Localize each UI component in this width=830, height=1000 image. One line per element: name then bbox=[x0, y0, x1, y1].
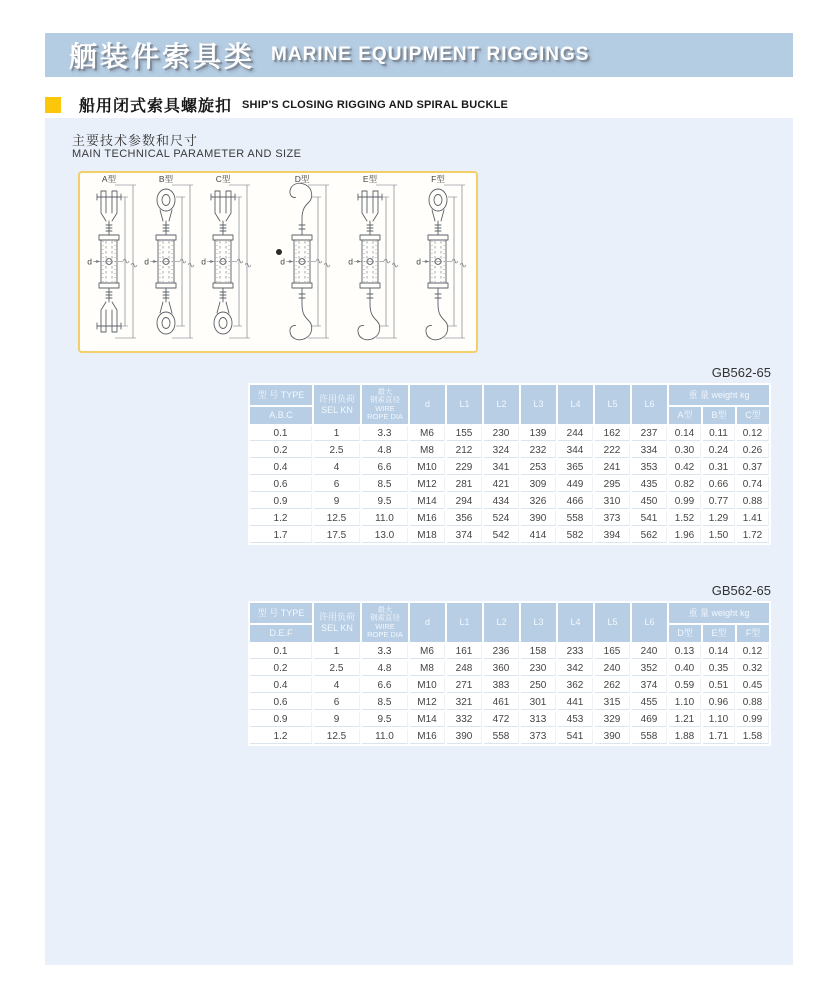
d-dimension-label: d bbox=[144, 256, 149, 267]
table-cell: 1 bbox=[314, 644, 360, 659]
table-cell: 1.50 bbox=[703, 528, 735, 543]
table-cell: M14 bbox=[410, 712, 445, 727]
table-cell: 4.8 bbox=[362, 443, 408, 458]
turnbuckle-figure bbox=[348, 174, 398, 340]
table-cell: 441 bbox=[558, 695, 593, 710]
table-cell: 162 bbox=[595, 426, 630, 441]
col-l2-header: L2 bbox=[484, 603, 519, 642]
table-cell: M14 bbox=[410, 494, 445, 509]
table-cell: 390 bbox=[595, 729, 630, 744]
table-cell: 0.2 bbox=[250, 661, 312, 676]
table-cell: 0.12 bbox=[737, 426, 769, 441]
turnbuckle-figure bbox=[87, 174, 137, 338]
table-cell: 13.0 bbox=[362, 528, 408, 543]
table-row bbox=[250, 494, 769, 509]
table-cell: 329 bbox=[595, 712, 630, 727]
table-cell: 3.3 bbox=[362, 426, 408, 441]
table-cell: 0.82 bbox=[669, 477, 701, 492]
table-cell: 155 bbox=[447, 426, 482, 441]
table-cell: 1.58 bbox=[737, 729, 769, 744]
table-cell: 230 bbox=[484, 426, 519, 441]
table-cell: 341 bbox=[484, 460, 519, 475]
table-cell: 0.30 bbox=[669, 443, 701, 458]
table-cell: 0.88 bbox=[737, 494, 769, 509]
table-cell: 6 bbox=[314, 477, 360, 492]
spec-table bbox=[248, 601, 771, 746]
table-cell: 212 bbox=[447, 443, 482, 458]
spec-table bbox=[248, 383, 771, 545]
table-cell: 271 bbox=[447, 678, 482, 693]
table-cell: 466 bbox=[558, 494, 593, 509]
col-l1-header: L1 bbox=[447, 385, 482, 424]
table-cell: 390 bbox=[447, 729, 482, 744]
table-row bbox=[250, 460, 769, 475]
col-wire-header-line: ROPE DIA bbox=[367, 411, 403, 421]
col-weight-header: 重 量 weight kg bbox=[669, 603, 769, 623]
col-d-header: d bbox=[410, 603, 445, 642]
table-cell: 8.5 bbox=[362, 477, 408, 492]
table-cell: 0.4 bbox=[250, 678, 312, 693]
table-cell: 0.35 bbox=[703, 661, 735, 676]
col-load-header-line: 许用负荷 bbox=[318, 612, 355, 623]
table-row bbox=[250, 528, 769, 543]
table-cell: M6 bbox=[410, 426, 445, 441]
table-cell: 0.1 bbox=[250, 644, 312, 659]
table-cell: 0.40 bbox=[669, 661, 701, 676]
table-cell: 0.37 bbox=[737, 460, 769, 475]
table-cell: 1.52 bbox=[669, 511, 701, 526]
table-cell: 0.45 bbox=[737, 678, 769, 693]
section-title-en: SHIP'S CLOSING RIGGING AND SPIRAL BUCKLE bbox=[242, 98, 509, 111]
col-l5-header: L5 bbox=[595, 385, 630, 424]
table-cell: M10 bbox=[410, 460, 445, 475]
table-cell: M18 bbox=[410, 528, 445, 543]
diagram-type-label: D型 bbox=[294, 174, 310, 184]
table-cell: 374 bbox=[632, 678, 667, 693]
table-cell: 244 bbox=[558, 426, 593, 441]
table-cell: 9 bbox=[314, 712, 360, 727]
table-cell: 434 bbox=[484, 494, 519, 509]
d-dimension-label: d bbox=[87, 256, 92, 267]
table-cell: 240 bbox=[632, 644, 667, 659]
table-cell: 250 bbox=[521, 678, 556, 693]
diagram-type-label: E型 bbox=[362, 174, 378, 184]
turnbuckle-figure bbox=[280, 174, 330, 340]
table-cell: 0.42 bbox=[669, 460, 701, 475]
banner-title-zh: 舾装件索具类 bbox=[69, 41, 256, 72]
table-row bbox=[250, 695, 769, 710]
table-cell: 12.5 bbox=[314, 511, 360, 526]
col-load-header bbox=[314, 385, 360, 424]
table-row bbox=[250, 426, 769, 441]
table-cell: 374 bbox=[447, 528, 482, 543]
table-cell: 0.32 bbox=[737, 661, 769, 676]
table-cell: 0.11 bbox=[703, 426, 735, 441]
table-cell: 0.6 bbox=[250, 477, 312, 492]
table-cell: 365 bbox=[558, 460, 593, 475]
table-cell: 0.1 bbox=[250, 426, 312, 441]
col-weight-3-header: F型 bbox=[737, 625, 769, 642]
subsection-title-en: MAIN TECHNICAL PARAMETER AND SIZE bbox=[72, 148, 302, 160]
table-cell: 582 bbox=[558, 528, 593, 543]
table-cell: 0.26 bbox=[737, 443, 769, 458]
table-cell: 352 bbox=[632, 661, 667, 676]
table-cell: 309 bbox=[521, 477, 556, 492]
table-cell: 0.31 bbox=[703, 460, 735, 475]
table-cell: 1.29 bbox=[703, 511, 735, 526]
table-cell: 0.88 bbox=[737, 695, 769, 710]
table-cell: 0.96 bbox=[703, 695, 735, 710]
col-load-header-line: 许用负荷 bbox=[318, 394, 355, 405]
col-type-header: 型 号 TYPE bbox=[250, 385, 312, 405]
table-cell: 241 bbox=[595, 460, 630, 475]
table-cell: 558 bbox=[484, 729, 519, 744]
col-load-header bbox=[314, 603, 360, 642]
table-cell: 1.71 bbox=[703, 729, 735, 744]
table-cell: M8 bbox=[410, 661, 445, 676]
section-title-zh: 船用闭式索具螺旋扣 bbox=[79, 98, 233, 115]
col-l2-header: L2 bbox=[484, 385, 519, 424]
table-cell: M12 bbox=[410, 695, 445, 710]
table-cell: 324 bbox=[484, 443, 519, 458]
table-cell: 469 bbox=[632, 712, 667, 727]
table-cell: 394 bbox=[595, 528, 630, 543]
table-cell: 8.5 bbox=[362, 695, 408, 710]
table-cell: 1.96 bbox=[669, 528, 701, 543]
table-cell: 332 bbox=[447, 712, 482, 727]
table-row bbox=[250, 712, 769, 727]
table-cell: 1 bbox=[314, 426, 360, 441]
col-weight-2-header: B型 bbox=[703, 407, 735, 424]
table-cell: 0.99 bbox=[737, 712, 769, 727]
table-cell: 0.51 bbox=[703, 678, 735, 693]
table-cell: 6 bbox=[314, 695, 360, 710]
turnbuckle-types-diagram bbox=[80, 173, 476, 351]
table-cell: 524 bbox=[484, 511, 519, 526]
table-cell: 310 bbox=[595, 494, 630, 509]
table-cell: 1.10 bbox=[703, 712, 735, 727]
table-cell: 344 bbox=[558, 443, 593, 458]
table-cell: 449 bbox=[558, 477, 593, 492]
col-l1-header: L1 bbox=[447, 603, 482, 642]
col-wire-header-line: 钢索直径 bbox=[370, 395, 400, 405]
table-cell: 11.0 bbox=[362, 511, 408, 526]
subsection-title-zh: 主要技术参数和尺寸 bbox=[72, 133, 199, 148]
turnbuckle-figure bbox=[201, 174, 251, 338]
table-cell: 1.88 bbox=[669, 729, 701, 744]
table-cell: 0.24 bbox=[703, 443, 735, 458]
table-cell: 0.12 bbox=[737, 644, 769, 659]
table-cell: 373 bbox=[595, 511, 630, 526]
table-cell: 233 bbox=[558, 644, 593, 659]
content-panel bbox=[45, 118, 793, 965]
table-cell: 541 bbox=[558, 729, 593, 744]
table-row bbox=[250, 477, 769, 492]
table-cell: 461 bbox=[484, 695, 519, 710]
col-wire-header bbox=[362, 603, 408, 642]
col-weight-header: 重 量 weight kg bbox=[669, 385, 769, 405]
table-cell: M12 bbox=[410, 477, 445, 492]
table-cell: 295 bbox=[595, 477, 630, 492]
table-cell: 0.2 bbox=[250, 443, 312, 458]
table-row bbox=[250, 511, 769, 526]
col-wire-header-line: WIRE bbox=[375, 403, 395, 413]
standard-label: GB562-65 bbox=[711, 583, 771, 598]
table-cell: 342 bbox=[558, 661, 593, 676]
d-dimension-label: d bbox=[348, 256, 353, 267]
table-cell: 558 bbox=[558, 511, 593, 526]
spec-table-block bbox=[248, 583, 775, 746]
table-cell: 9.5 bbox=[362, 494, 408, 509]
table-cell: 2.5 bbox=[314, 443, 360, 458]
diagram-type-label: A型 bbox=[101, 174, 117, 184]
table-cell: 0.6 bbox=[250, 695, 312, 710]
banner-title-en: MARINE EQUIPMENT RIGGINGS bbox=[271, 44, 590, 65]
col-load-header-line: SEL KN bbox=[321, 622, 353, 633]
table-cell: 294 bbox=[447, 494, 482, 509]
table-cell: 12.5 bbox=[314, 729, 360, 744]
diagram-box bbox=[78, 171, 478, 353]
table-cell: 541 bbox=[632, 511, 667, 526]
section-title bbox=[45, 93, 508, 116]
table-cell: 390 bbox=[521, 511, 556, 526]
table-cell: 562 bbox=[632, 528, 667, 543]
table-cell: 453 bbox=[558, 712, 593, 727]
table-cell: 6.6 bbox=[362, 460, 408, 475]
table-row bbox=[250, 644, 769, 659]
table-cell: 455 bbox=[632, 695, 667, 710]
table-cell: 4.8 bbox=[362, 661, 408, 676]
table-cell: 262 bbox=[595, 678, 630, 693]
d-dimension-label: d bbox=[201, 256, 206, 267]
table-cell: 17.5 bbox=[314, 528, 360, 543]
diagram-type-label: F型 bbox=[431, 174, 445, 184]
yellow-square-icon bbox=[45, 97, 61, 113]
table-cell: 3.3 bbox=[362, 644, 408, 659]
table-cell: 435 bbox=[632, 477, 667, 492]
table-cell: 165 bbox=[595, 644, 630, 659]
table-cell: 1.41 bbox=[737, 511, 769, 526]
table-cell: 326 bbox=[521, 494, 556, 509]
table-cell: 139 bbox=[521, 426, 556, 441]
table-cell: 236 bbox=[484, 644, 519, 659]
table-cell: 353 bbox=[632, 460, 667, 475]
table-cell: 1.10 bbox=[669, 695, 701, 710]
table-cell: 414 bbox=[521, 528, 556, 543]
table-cell: M16 bbox=[410, 729, 445, 744]
table-cell: 0.9 bbox=[250, 712, 312, 727]
table-cell: 240 bbox=[595, 661, 630, 676]
col-l5-header: L5 bbox=[595, 603, 630, 642]
table-cell: 450 bbox=[632, 494, 667, 509]
table-cell: 315 bbox=[595, 695, 630, 710]
table-cell: 362 bbox=[558, 678, 593, 693]
col-weight-1-header: A型 bbox=[669, 407, 701, 424]
table-cell: 9 bbox=[314, 494, 360, 509]
table-cell: 472 bbox=[484, 712, 519, 727]
page-banner bbox=[45, 33, 793, 77]
col-l3-header: L3 bbox=[521, 603, 556, 642]
col-l6-header: L6 bbox=[632, 385, 667, 424]
table-cell: 1.72 bbox=[737, 528, 769, 543]
table-cell: 0.13 bbox=[669, 644, 701, 659]
diagram-type-label: B型 bbox=[158, 174, 174, 184]
col-l4-header: L4 bbox=[558, 603, 593, 642]
d-dimension-label: d bbox=[416, 256, 421, 267]
table-cell: 334 bbox=[632, 443, 667, 458]
turnbuckle-figure bbox=[144, 174, 194, 338]
table-cell: 222 bbox=[595, 443, 630, 458]
table-row bbox=[250, 729, 769, 744]
table-cell: 0.9 bbox=[250, 494, 312, 509]
table-cell: 0.14 bbox=[669, 426, 701, 441]
col-l3-header: L3 bbox=[521, 385, 556, 424]
table-cell: 161 bbox=[447, 644, 482, 659]
table-cell: 248 bbox=[447, 661, 482, 676]
col-weight-2-header: E型 bbox=[703, 625, 735, 642]
table-cell: 542 bbox=[484, 528, 519, 543]
table-cell: 0.14 bbox=[703, 644, 735, 659]
table-cell: 0.59 bbox=[669, 678, 701, 693]
col-wire-header-line: WIRE bbox=[375, 621, 395, 631]
table-cell: 373 bbox=[521, 729, 556, 744]
table-cell: 4 bbox=[314, 460, 360, 475]
col-type-sub-header: A.B.C bbox=[250, 407, 312, 424]
table-cell: 558 bbox=[632, 729, 667, 744]
spec-table-block bbox=[248, 365, 775, 545]
table-cell: 11.0 bbox=[362, 729, 408, 744]
table-cell: 383 bbox=[484, 678, 519, 693]
table-cell: 2.5 bbox=[314, 661, 360, 676]
table-cell: 232 bbox=[521, 443, 556, 458]
table-cell: 9.5 bbox=[362, 712, 408, 727]
col-weight-3-header: C型 bbox=[737, 407, 769, 424]
table-row bbox=[250, 661, 769, 676]
table-cell: 4 bbox=[314, 678, 360, 693]
print-dot-artifact bbox=[276, 249, 282, 255]
col-load-header-line: SEL KN bbox=[321, 404, 353, 415]
table-cell: M10 bbox=[410, 678, 445, 693]
col-wire-header-line: 最大 bbox=[377, 387, 393, 396]
table-cell: 360 bbox=[484, 661, 519, 676]
table-cell: 356 bbox=[447, 511, 482, 526]
table-cell: 229 bbox=[447, 460, 482, 475]
table-cell: 1.21 bbox=[669, 712, 701, 727]
table-cell: 0.77 bbox=[703, 494, 735, 509]
table-cell: 1.7 bbox=[250, 528, 312, 543]
table-cell: 321 bbox=[447, 695, 482, 710]
diagram-type-label: C型 bbox=[215, 174, 231, 184]
col-l4-header: L4 bbox=[558, 385, 593, 424]
standard-label: GB562-65 bbox=[711, 365, 771, 380]
table-row bbox=[250, 443, 769, 458]
col-type-sub-header: D.E.F bbox=[250, 625, 312, 642]
table-cell: M8 bbox=[410, 443, 445, 458]
table-cell: 421 bbox=[484, 477, 519, 492]
table-cell: M16 bbox=[410, 511, 445, 526]
turnbuckle-figure bbox=[416, 174, 466, 340]
col-wire-header-line: 最大 bbox=[377, 605, 393, 614]
table-cell: 253 bbox=[521, 460, 556, 475]
table-cell: 313 bbox=[521, 712, 556, 727]
table-cell: 0.66 bbox=[703, 477, 735, 492]
col-type-header: 型 号 TYPE bbox=[250, 603, 312, 623]
table-cell: 1.2 bbox=[250, 511, 312, 526]
table-cell: 0.4 bbox=[250, 460, 312, 475]
table-cell: 6.6 bbox=[362, 678, 408, 693]
col-wire-header-line: ROPE DIA bbox=[367, 629, 403, 639]
col-wire-header bbox=[362, 385, 408, 424]
col-d-header: d bbox=[410, 385, 445, 424]
table-cell: 230 bbox=[521, 661, 556, 676]
col-l6-header: L6 bbox=[632, 603, 667, 642]
table-cell: 281 bbox=[447, 477, 482, 492]
table-row bbox=[250, 678, 769, 693]
table-cell: 1.2 bbox=[250, 729, 312, 744]
col-weight-1-header: D型 bbox=[669, 625, 701, 642]
table-cell: 0.74 bbox=[737, 477, 769, 492]
table-cell: M6 bbox=[410, 644, 445, 659]
table-cell: 158 bbox=[521, 644, 556, 659]
table-cell: 0.99 bbox=[669, 494, 701, 509]
table-cell: 237 bbox=[632, 426, 667, 441]
col-wire-header-line: 钢索直径 bbox=[370, 613, 400, 623]
d-dimension-label: d bbox=[280, 256, 285, 267]
table-cell: 301 bbox=[521, 695, 556, 710]
